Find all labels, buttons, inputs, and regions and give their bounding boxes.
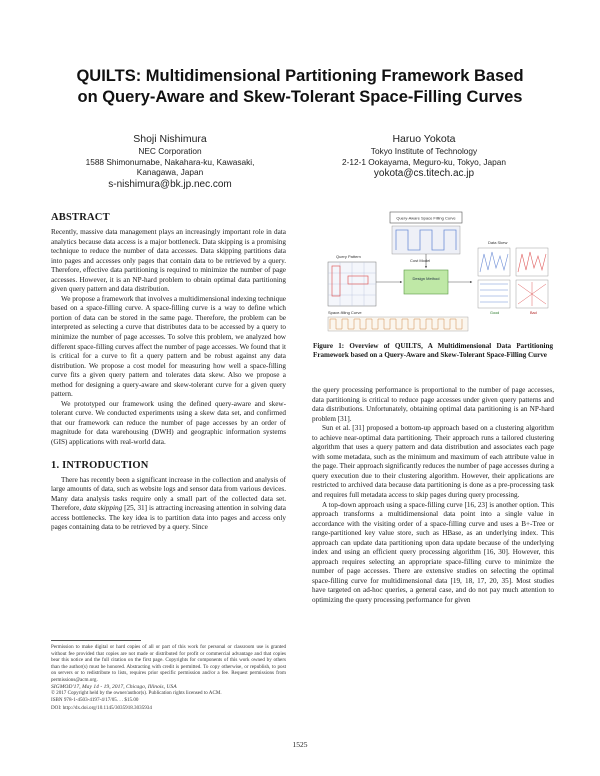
author-block-1 bbox=[55, 133, 285, 191]
body-paragraph: the query processing performance is proportional to the number of page accesses, data partitioning is critical to reduce page accesses under given query patterns and data distributions. Unfortunately, obtaining optimal data partitioning is an NP-hard problem [31]. bbox=[312, 386, 554, 423]
body-paragraph: A top-down approach using a space-filling curve [16, 23] is another option. This approach transforms a multidimensional data point into a single value in accordance with the visiting order of a space-filling curve and uses a B+-Tree or range-partitioned key value store, such as HBase, as an underlying index. This approach can update data partitioning upon data update because of the underlying index and using an efficient query processing algorithm [16, 30]. However, this approach requires selecting an appropriate space-filling curve to minimize the number of page accesses. There are extensive studies on selecting the optimal space-filling curve for multidimensional data [19, 18, 17, 20, 35]. Most studies have targeted on ad-hoc queries, a general case, and do not pay much attention to optimizing the query processing performance for given bbox=[312, 500, 554, 605]
author-org: Tokyo Institute of Technology bbox=[370, 146, 478, 156]
author-name: Shoji Nishimura bbox=[133, 133, 207, 145]
abstract-heading: ABSTRACT bbox=[51, 212, 110, 223]
figure-design-box bbox=[404, 270, 448, 294]
figure-top-label: Query-Aware Space Filling Curve bbox=[396, 215, 456, 221]
author-email[interactable]: yokota@cs.titech.ac.jp bbox=[373, 168, 475, 179]
body-paragraph: Sun et al. [31] proposed a bottom-up approach based on a clustering algorithm to achieve near-optimal data partitioning. Their approach runs a tailored clustering algorithm that uses a query pattern and data distribution and associates each page with some metadata, such as the minimum and maximum of each attribute value in the page. Their approach significantly reduces the number of page accesses during a query execution due to their clustering algorithm. However, their applications are restricted to archived data because data partitioning is done as a pre-processing task and requires full metadata access to skip pages during query processing. bbox=[312, 424, 554, 500]
intro-heading: 1. INTRODUCTION bbox=[51, 459, 149, 471]
abstract-paragraph: We prototyped our framework using the defined query-aware and skew-tolerant curve. We conducted experiments using a skew data set, and confirmed that our framework can reduce the number of page accesses by an order of magnitude for data warehousing (DWH) and geographic information systems (GIS) applications with real-world data. bbox=[51, 399, 286, 447]
figure-query-pattern-label: Query Pattern bbox=[336, 254, 361, 259]
abstract-paragraph: We propose a framework that involves a multidimensional indexing technique based on a space-filling curve. A space-filling curve is a way to define which portion of data can be stored in the same page. Therefore, the problem can be interpreted as selecting a curve that distributes data to be accessed by a query to minimize the number of page accesses. To solve this problem, we analyzed how different space-filling curves affect the number of page accesses. We found that it is critical for a curve to fit a query pattern and be robust against any data distribution. We propose a cost model for measuring how well a space-filling curve fits a given query pattern and tolerates data skew. Also we propose a method for designing a query-aware and skew-tolerant curve for a given query pattern. bbox=[51, 294, 286, 399]
figure-bad-label: Bad bbox=[530, 311, 537, 315]
right-column bbox=[312, 386, 554, 606]
title-line-2: on Query-Aware and Skew-Tolerant Space-Filling Curves bbox=[77, 88, 523, 106]
doi-line: DOI: http://dx.doi.org/10.1145/3035918.3035934 bbox=[51, 705, 152, 712]
author-address-2: Kanagawa, Japan bbox=[136, 167, 204, 177]
permission-text: Permission to make digital or hard copies of all or part of this work for personal or classroom use is granted without fee provided that copies are not made or distributed for profit or commercial advantage and that copies bear this notice and the full citation on the first page. Copyrights for components of this work owned by others than the author(s) must be honored. Abstracting with credit is permitted. To copy otherwise, or republish, to post on servers or to redistribute to lists, requires prior specific permission and/or a fee. Request permissions from permissions@acm.org. bbox=[51, 644, 286, 683]
title-line-1: QUILTS: Multidimensional Partitioning Framework Based bbox=[76, 67, 524, 85]
figure-1-diagram bbox=[312, 210, 554, 334]
figure-design-label: Design Method bbox=[412, 276, 440, 281]
figure-skew-panel bbox=[478, 248, 510, 276]
permission-footnote bbox=[51, 640, 286, 712]
author-address: 1588 Shimonumabe, Nakahara-ku, Kawasaki, bbox=[85, 156, 255, 167]
author-org: NEC Corporation bbox=[138, 146, 202, 156]
left-column bbox=[51, 211, 286, 533]
figure-1 bbox=[312, 210, 554, 334]
intro-italic-term: data skipping bbox=[83, 504, 123, 513]
footnote-rule bbox=[51, 640, 141, 641]
figure-cost-label: Cost Model bbox=[410, 258, 431, 263]
isbn-line: ISBN 978-1-4503-4197-4/17/05. . . $15.00 bbox=[51, 696, 139, 703]
author-email[interactable]: s-nishimura@bk.jp.nec.com bbox=[108, 178, 232, 190]
author-address: 2-12-1 Ookayama, Meguro-ku, Tokyo, Japan bbox=[341, 156, 507, 167]
page-number: 1525 bbox=[292, 740, 308, 749]
figure-sfc-label: Space-filling Curve bbox=[328, 310, 362, 315]
abstract-paragraph: Recently, massive data management plays an increasingly important role in data analytics because data access is a major bottleneck. Data skipping is a promising technique to reduce the number of data accesses. Data skipping partitions data into pages and accesses only pages that contain data to be retrieved by a query. Therefore, effective data partitioning is required to minimize the number of page accesses. However, it is an NP-hard problem to obtain optimal data partitioning given query pattern and data distribution. bbox=[51, 228, 286, 294]
figure-skew-label: Data Skew bbox=[488, 240, 508, 245]
figure-good-label: Good bbox=[490, 311, 500, 315]
intro-text-before: There has recently been a significant increase in the collection and analysis of large amounts of data, such as website logs and sensor data from various devices. Many data analysis tasks require only a small part of the collected data set. Therefore, bbox=[51, 475, 286, 513]
figure-1-caption: Figure 1: Overview of QUILTS, A Multidimensional Data Partitioning Framework based on a Query-Aware and Skew-Tolerant Space-Filling Curve bbox=[313, 342, 553, 360]
author-block-2 bbox=[306, 133, 542, 180]
intro-paragraph bbox=[51, 476, 286, 533]
copyright-line: © 2017 Copyright held by the owner/author(s). Publication rights licensed to ACM. bbox=[51, 690, 222, 697]
figure-skew-panel bbox=[516, 248, 548, 276]
paper-title bbox=[40, 66, 560, 108]
author-name: Haruo Yokota bbox=[392, 133, 456, 145]
venue-line: SIGMOD'17, May 14 - 19, 2017, Chicago, Illinois, USA bbox=[51, 683, 177, 690]
intro-text-after: [25, 31] is attracting increasing attention in solving data access bottlenecks. The key idea is to partition data into pages and access only pages containing data to be retrieved by a query. Since bbox=[51, 504, 286, 532]
